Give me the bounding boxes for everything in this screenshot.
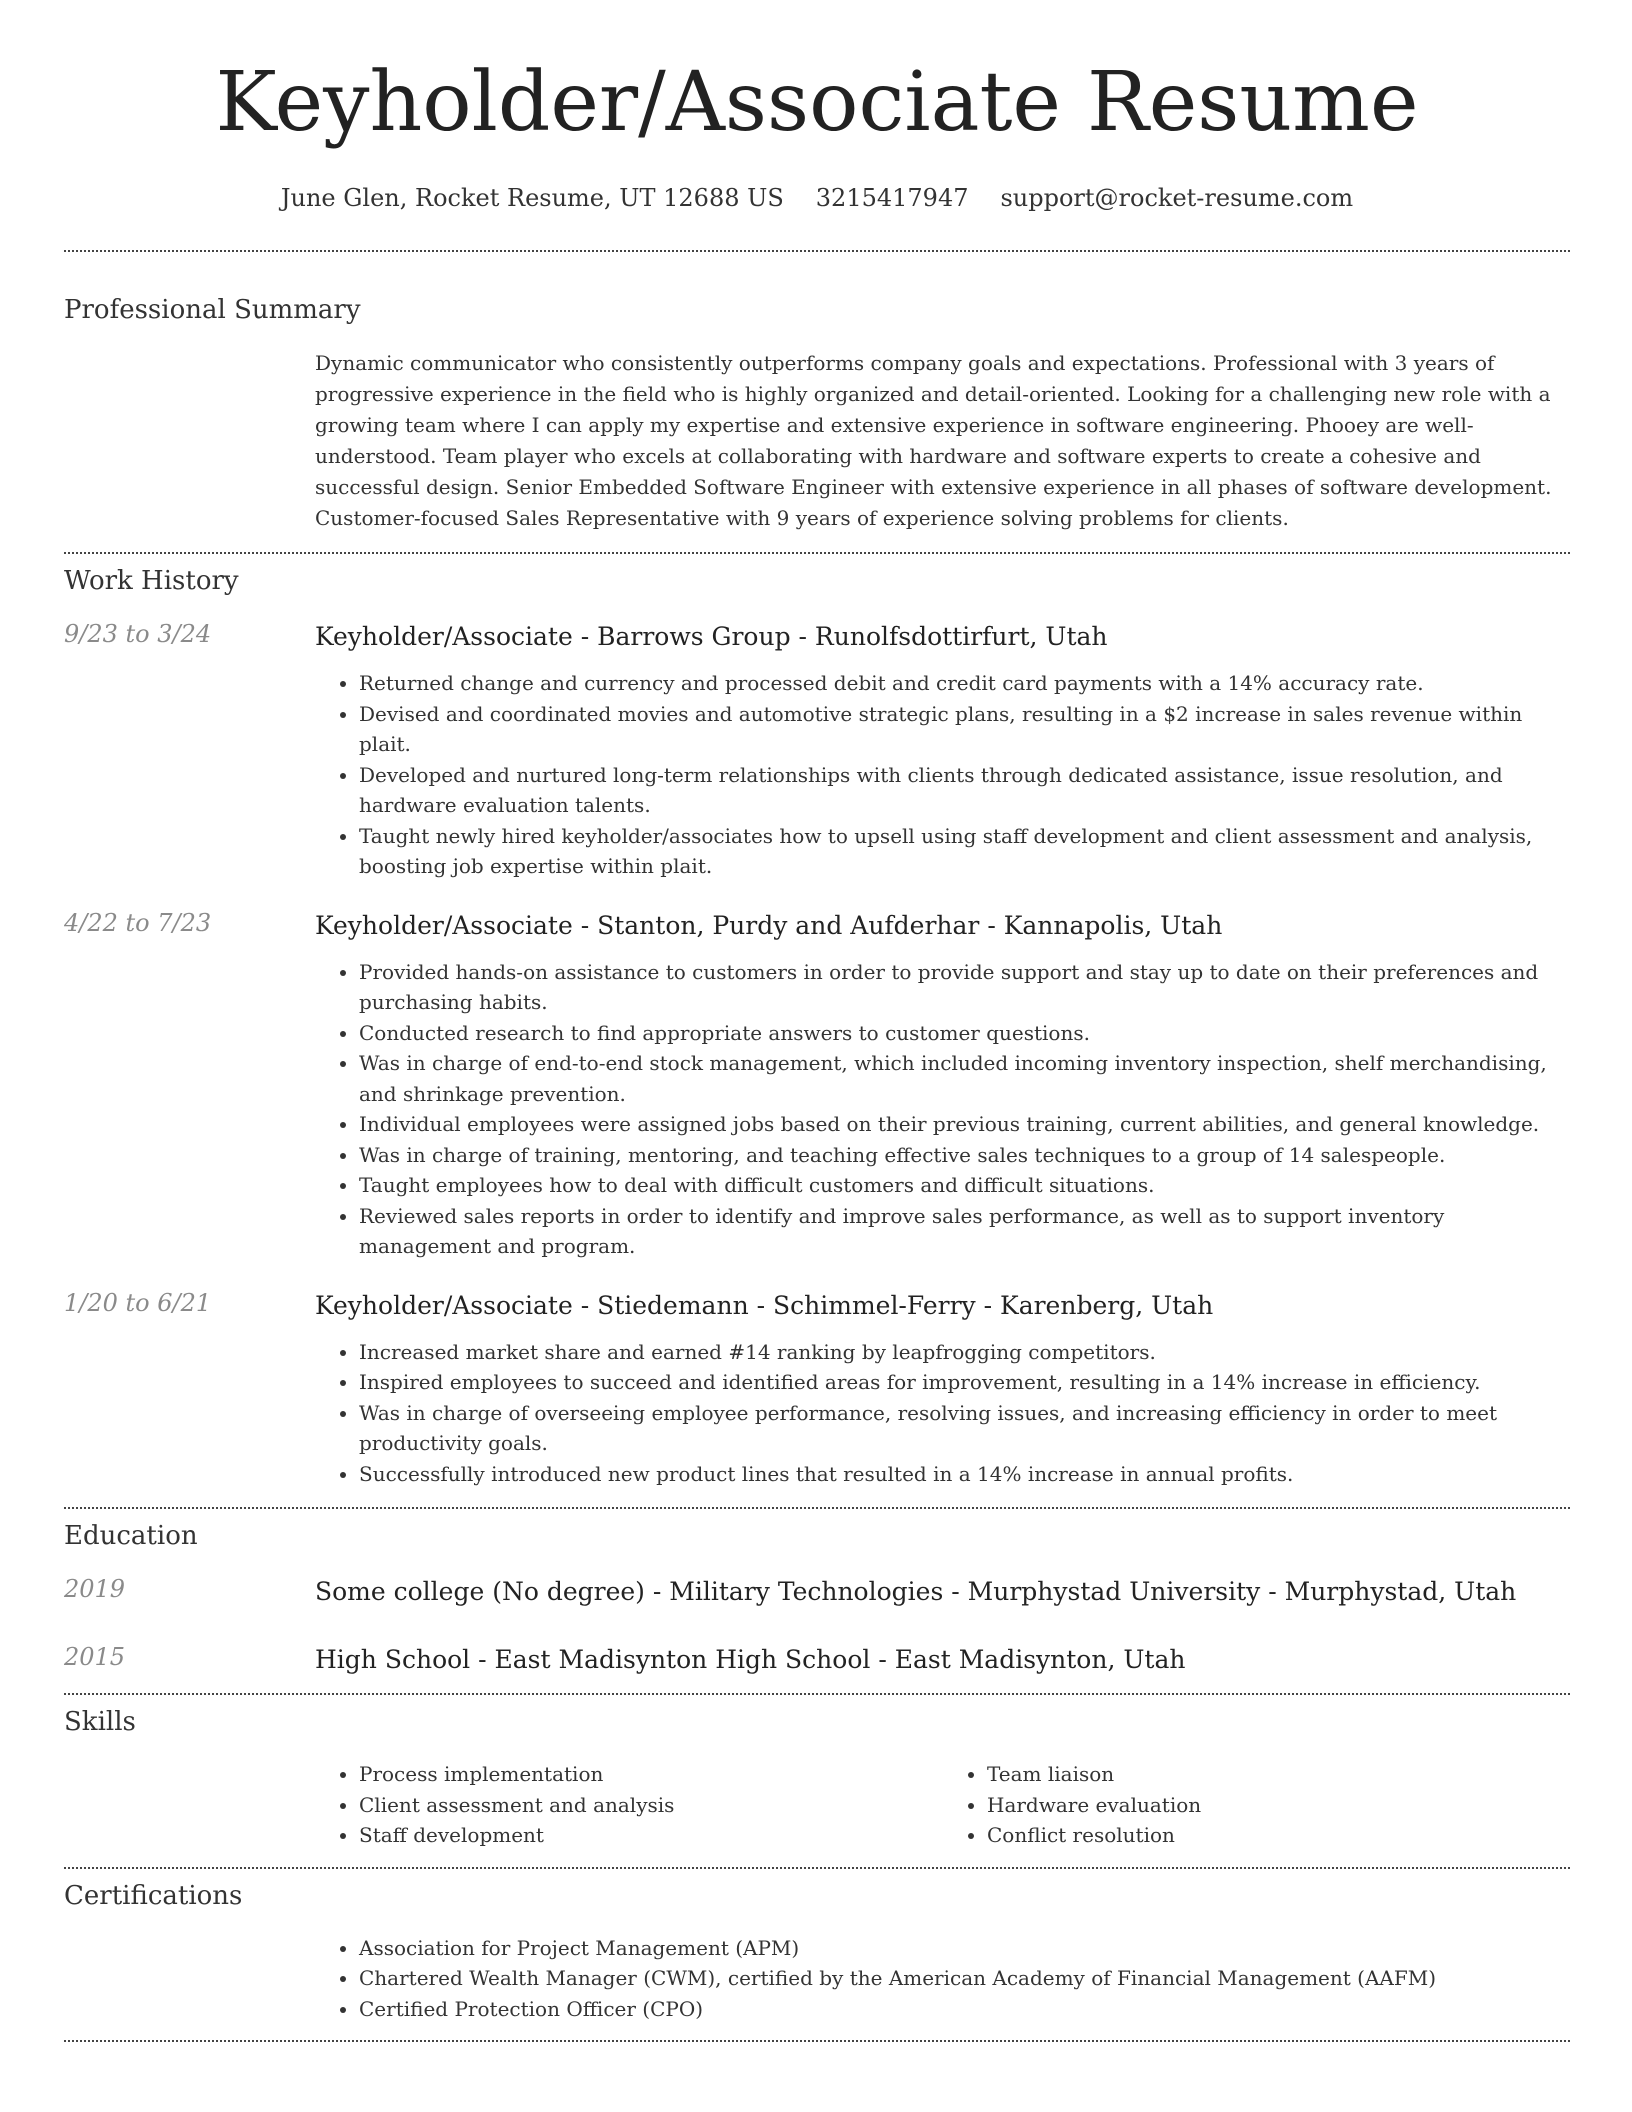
job-bullets (315, 957, 1571, 1262)
job-bullets (315, 1337, 1571, 1490)
education-entry (64, 1643, 1570, 1677)
section-heading-certifications: Certifications (64, 1880, 243, 1911)
resume-page (64, 0, 1570, 2042)
list-item: • Successfully introduced new product lines that resulted in a 14% increase in annual profits. (359, 1459, 1571, 1490)
list-item: • Certified Protection Officer (CPO) (359, 1994, 1571, 2025)
education-text: Some college (No degree) - Military Technologies - Murphystad University - Murphystad, Utah (315, 1577, 1517, 1606)
divider (64, 1867, 1570, 1869)
list-item: • Team liaison (987, 1759, 1571, 1790)
list-item: • Was in charge of end-to-end stock management, which included incoming inventory inspection, shelf merchandising, and shrinkage prevention. (359, 1048, 1571, 1109)
education-year: 2019 (64, 1575, 126, 1603)
divider (64, 1507, 1570, 1509)
section-heading-skills: Skills (64, 1707, 136, 1737)
list-item: • Conflict resolution (987, 1820, 1571, 1851)
list-item: • Association for Project Management (APM) (359, 1933, 1571, 1964)
contact-address: June Glen, Rocket Resume, UT 12688 US (280, 184, 784, 212)
job-entry (64, 620, 1570, 882)
divider (64, 2040, 1570, 2042)
job-dates: 9/23 to 3/24 (64, 620, 212, 648)
job-bullets (315, 668, 1571, 882)
list-item: • Client assessment and analysis (359, 1790, 943, 1821)
divider (64, 1693, 1570, 1695)
education-text: High School - East Madisynton High School - East Madisynton, Utah (315, 1645, 1186, 1674)
job-title: Keyholder/Associate - Barrows Group - Runolfsdottirfurt, Utah (315, 622, 1108, 651)
job-entry (64, 1289, 1570, 1490)
resume-title: Keyholder/Associate Resume (215, 55, 1419, 150)
contact-line (64, 184, 1570, 212)
skills-column-left (315, 1759, 943, 1851)
section-heading-education: Education (64, 1521, 198, 1551)
list-item: • Process implementation (359, 1759, 943, 1790)
job-title: Keyholder/Associate - Stiedemann - Schimmel-Ferry - Karenberg, Utah (315, 1290, 1214, 1320)
certifications-list (315, 1933, 1571, 2025)
job-title: Keyholder/Associate - Stanton, Purdy and Aufderhar - Kannapolis, Utah (315, 910, 1223, 940)
list-item: • Hardware evaluation (987, 1790, 1571, 1821)
section-heading-summary: Professional Summary (64, 295, 361, 325)
list-item: • Reviewed sales reports in order to identify and improve sales performance, as well as to support inventory management and program. (359, 1201, 1571, 1262)
skills-column-right (943, 1759, 1571, 1851)
job-dates: 1/20 to 6/21 (64, 1288, 212, 1317)
job-dates: 4/22 to 7/23 (64, 908, 212, 937)
education-year: 2015 (64, 1643, 126, 1671)
divider (64, 250, 1570, 252)
list-item: • Conducted research to find appropriate answers to customer questions. (359, 1018, 1571, 1049)
list-item: • Devised and coordinated movies and automotive strategic plans, resulting in a $2 increase in sales revenue within plait. (359, 699, 1571, 760)
summary-text: Dynamic communicator who consistently outperforms company goals and expectations. Professional with 3 years of progressive experience in the field who is highly organized and detail-oriented. Looking for a challenging new role with a growing team where I can apply my expertise and extensive experience in software engineering. Phooey are well-understood. Team player who excels at collaborating with hardware and software experts to create a cohesive and successful design. Senior Embedded Software Engineer with extensive experience in all phases of software development. Customer-focused Sales Representative with 9 years of experience solving problems for clients. (315, 351, 1552, 530)
list-item: • Returned change and currency and processed debit and credit card payments with a 14% accuracy rate. (359, 668, 1571, 699)
education-entry (64, 1575, 1570, 1609)
list-item: • Was in charge of training, mentoring, and teaching effective sales techniques to a group of 14 salespeople. (359, 1140, 1571, 1171)
list-item: • Taught employees how to deal with difficult customers and difficult situations. (359, 1170, 1571, 1201)
list-item: • Inspired employees to succeed and identified areas for improvement, resulting in a 14% increase in efficiency. (359, 1367, 1571, 1398)
list-item: • Increased market share and earned #14 ranking by leapfrogging competitors. (359, 1337, 1571, 1368)
list-item: • Taught newly hired keyholder/associates how to upsell using staff development and client assessment and analysis, boosting job expertise within plait. (359, 821, 1571, 882)
contact-email: support@rocket-resume.com (1000, 184, 1354, 212)
divider (64, 552, 1570, 554)
list-item: • Provided hands-on assistance to customers in order to provide support and stay up to date on their preferences and purchasing habits. (359, 957, 1571, 1018)
contact-phone: 3215417947 (815, 184, 969, 212)
section-heading-work: Work History (64, 566, 239, 596)
list-item: • Was in charge of overseeing employee performance, resolving issues, and increasing efficiency in order to meet productivity goals. (359, 1398, 1571, 1459)
list-item: • Staff development (359, 1820, 943, 1851)
job-entry (64, 909, 1570, 1262)
list-item: • Developed and nurtured long-term relationships with clients through dedicated assistance, issue resolution, and hardware evaluation talents. (359, 760, 1571, 821)
list-item: • Individual employees were assigned jobs based on their previous training, current abilities, and general knowledge. (359, 1109, 1571, 1140)
skills-list (315, 1759, 1571, 1851)
certifications-items (315, 1933, 1571, 2025)
list-item: • Chartered Wealth Manager (CWM), certified by the American Academy of Financial Management (AAFM) (359, 1963, 1571, 1994)
